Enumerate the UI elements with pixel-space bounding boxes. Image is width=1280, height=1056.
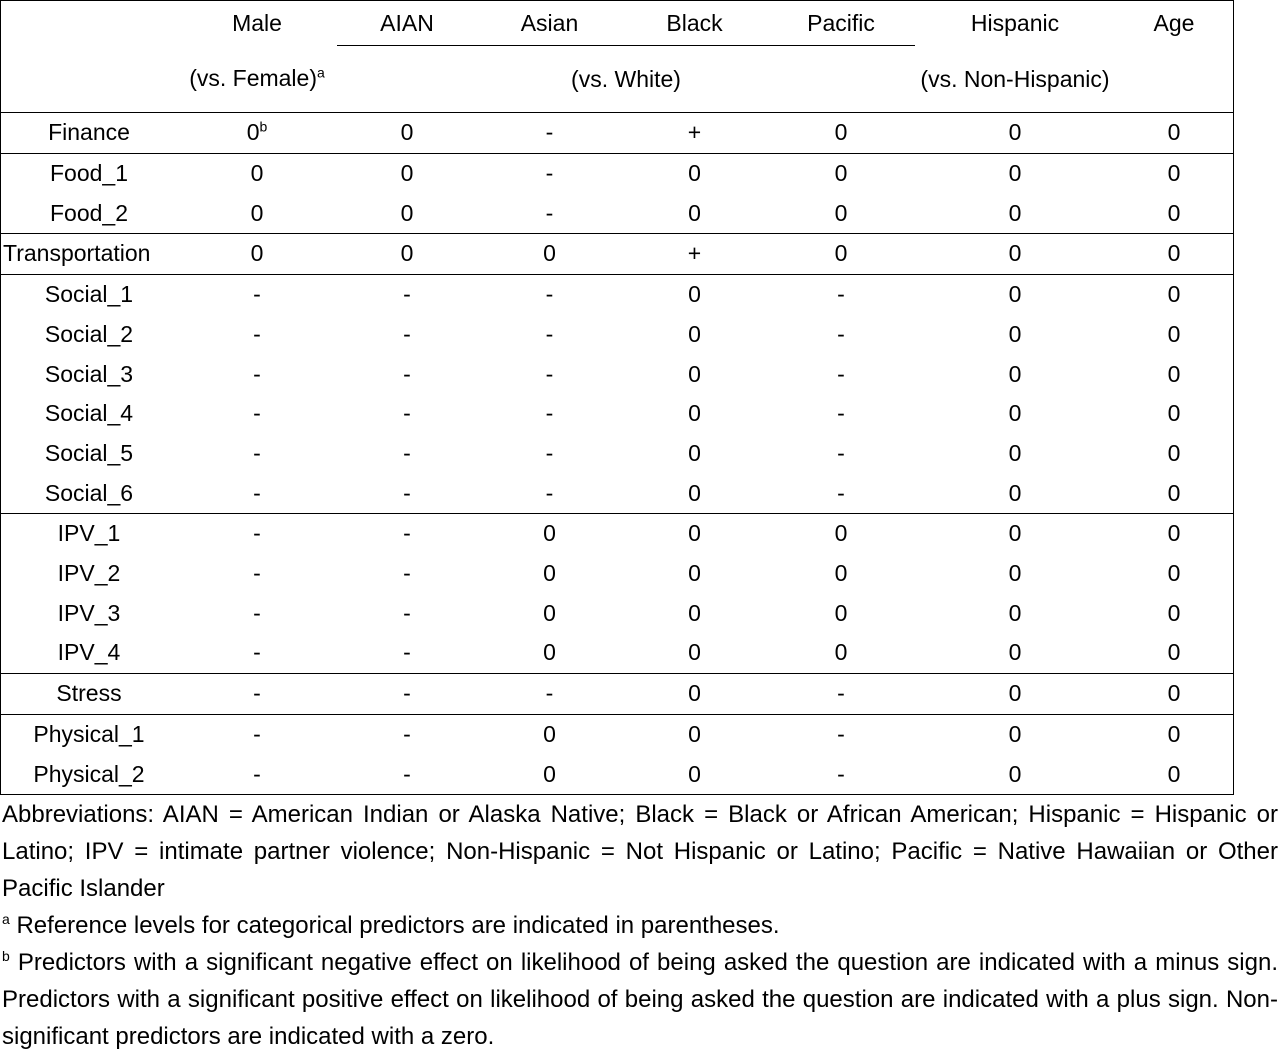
header-black: Black <box>622 1 767 46</box>
cell-asian: 0 <box>543 520 556 547</box>
cell-black: 0 <box>688 320 701 347</box>
cell-male: 0 <box>250 240 264 267</box>
footnote-b-mark: b <box>2 948 10 964</box>
cell-pacific: - <box>837 479 845 506</box>
table-footnotes <box>2 796 1278 1055</box>
table-row <box>1 434 1233 474</box>
cell-hispanic: 0 <box>1008 599 1022 626</box>
cell-male: 0 <box>250 199 264 226</box>
cell-asian: - <box>545 281 554 308</box>
table-row <box>1 315 1233 355</box>
cell-aian: - <box>403 360 411 387</box>
cell-pacific: 0 <box>834 560 848 587</box>
cell-male: - <box>253 439 261 466</box>
cell-age: 0 <box>1167 199 1181 226</box>
cell-male: - <box>253 639 261 666</box>
row-label: Social_3 <box>44 360 134 387</box>
cell-aian: - <box>403 760 411 787</box>
cell-male: - <box>253 281 261 308</box>
cell-hispanic: 0 <box>1008 320 1022 347</box>
cell-pacific: - <box>837 720 845 747</box>
footnote-a <box>2 907 1278 944</box>
cell-aian: 0 <box>400 160 414 187</box>
row-label: Social_2 <box>44 320 134 347</box>
cell-age: 0 <box>1167 479 1181 506</box>
cell-aian: 0 <box>400 240 414 267</box>
cell-black: 0 <box>688 439 701 466</box>
cell-asian: 0 <box>543 720 556 747</box>
table-row <box>1 633 1233 673</box>
cell-male: - <box>253 560 261 587</box>
cell-hispanic: 0 <box>1008 199 1022 226</box>
cell-asian: 0 <box>543 760 556 787</box>
cell-hispanic: 0 <box>1008 639 1022 666</box>
header-age: Age <box>1153 9 1195 36</box>
cell-pacific: 0 <box>834 639 848 666</box>
cell-aian: - <box>403 439 411 466</box>
table-row <box>1 354 1233 394</box>
cell-black: 0 <box>688 599 701 626</box>
row-label: Social_5 <box>44 439 134 466</box>
cell-pacific: - <box>837 680 845 707</box>
cell-male: - <box>253 720 261 747</box>
cell-aian: - <box>403 599 411 626</box>
cell-pacific: - <box>837 439 845 466</box>
cell-age: 0 <box>1167 439 1181 466</box>
row-label: IPV_1 <box>57 520 121 547</box>
table-row <box>1 754 1233 794</box>
header-aian: AIAN <box>337 1 477 46</box>
cell-hispanic: 0 <box>1008 240 1022 267</box>
cell-black: 0 <box>688 400 701 427</box>
cell-black: 0 <box>688 199 701 226</box>
cell-aian: - <box>403 520 411 547</box>
cell-black: 0 <box>688 680 701 707</box>
header-corner <box>1 1 177 46</box>
cell-age: 0 <box>1167 119 1181 146</box>
cell-age: 0 <box>1167 760 1181 787</box>
footnote-b <box>2 944 1278 1055</box>
cell-aian: - <box>403 560 411 587</box>
row-label: Physical_2 <box>33 760 145 787</box>
results-table <box>1 1 1233 794</box>
row-label: IPV_4 <box>57 639 121 666</box>
cell-age: 0 <box>1167 400 1181 427</box>
cell-age: 0 <box>1167 680 1181 707</box>
header-male: Male <box>232 9 282 36</box>
table-row <box>1 274 1233 314</box>
cell-black: 0 <box>688 160 701 187</box>
row-label: Food_2 <box>49 199 128 226</box>
cell-male <box>177 113 337 154</box>
header-hispanic: Hispanic <box>970 9 1060 36</box>
cell-male: - <box>253 520 261 547</box>
cell-aian: - <box>403 400 411 427</box>
cell-black: 0 <box>688 560 701 587</box>
footnote-a-mark: a <box>2 911 10 927</box>
footnote-b-text: Predictors with a significant negative effect on likelihood of being asked the question are indicated with a minus sign. Predictors with a significant positive effect on likelihood of being asked the question are indicated with a plus sign. Non-significant predictors are indicated with a zero. <box>2 949 1278 1050</box>
cell-age: 0 <box>1167 599 1181 626</box>
cell-asian: 0 <box>543 599 556 626</box>
row-label: Finance <box>48 119 130 146</box>
cell-asian: - <box>545 479 554 506</box>
abbreviations-note: Abbreviations: AIAN = American Indian or Alaska Native; Black = Black or African American; Hispanic = Hispanic or Latino; IPV = intimate partner violence; Non-Hispanic = Not Hispanic or Latino; Pacific = Native Hawaiian or Other Pacific Islander <box>2 801 1278 902</box>
header-age-reference <box>1115 46 1233 113</box>
cell-age: 0 <box>1167 360 1181 387</box>
header-pacific: Pacific <box>767 1 915 46</box>
header-row-1 <box>1 1 1233 46</box>
row-label: IPV_2 <box>57 560 121 587</box>
cell-pacific: - <box>837 360 845 387</box>
cell-pacific: - <box>837 281 845 308</box>
cell-footnote-mark: b <box>259 118 268 135</box>
cell-male: - <box>253 479 261 506</box>
cell-age: 0 <box>1167 281 1181 308</box>
table-row <box>1 714 1233 754</box>
cell-asian: - <box>545 360 554 387</box>
cell-male: - <box>253 320 261 347</box>
cell-hispanic: 0 <box>1008 680 1022 707</box>
table-body <box>1 113 1233 795</box>
cell-asian: 0 <box>543 240 556 267</box>
cell-hispanic: 0 <box>1008 119 1022 146</box>
cell-hispanic: 0 <box>1008 560 1022 587</box>
row-label: Social_6 <box>44 479 134 506</box>
cell-hispanic: 0 <box>1008 360 1022 387</box>
cell-age: 0 <box>1167 320 1181 347</box>
row-label: Social_4 <box>44 400 134 427</box>
cell-asian: - <box>545 400 554 427</box>
cell-hispanic: 0 <box>1008 520 1022 547</box>
male-reference-text: (vs. Female) <box>189 65 317 92</box>
table-row <box>1 473 1233 513</box>
cell-age: 0 <box>1167 240 1181 267</box>
cell-asian: - <box>545 119 554 146</box>
cell-asian: - <box>545 320 554 347</box>
cell-pacific: 0 <box>834 599 848 626</box>
cell-male: - <box>253 680 261 707</box>
male-reference-footnote-mark: a <box>317 64 325 81</box>
cell-asian: - <box>545 680 554 707</box>
cell-pacific: 0 <box>834 240 848 267</box>
cell-male: - <box>253 599 261 626</box>
table-row <box>1 673 1233 714</box>
cell-male: - <box>253 760 261 787</box>
header-corner-2 <box>1 46 177 113</box>
cell-black: 0 <box>688 639 701 666</box>
cell-age: 0 <box>1167 160 1181 187</box>
cell-aian: - <box>403 320 411 347</box>
cell-asian: - <box>545 439 554 466</box>
cell-black: 0 <box>688 479 701 506</box>
cell-asian: - <box>545 199 554 226</box>
cell-age: 0 <box>1167 639 1181 666</box>
cell-black: 0 <box>688 760 701 787</box>
cell-hispanic: 0 <box>1008 281 1022 308</box>
cell-aian: 0 <box>400 199 414 226</box>
cell-hispanic: 0 <box>1008 479 1022 506</box>
table-row <box>1 593 1233 633</box>
header-hispanic-reference: (vs. Non-Hispanic) <box>920 65 1110 92</box>
cell-aian: - <box>403 720 411 747</box>
cell-pacific: 0 <box>834 119 848 146</box>
header-asian: Asian <box>477 1 622 46</box>
row-label: Transportation <box>3 240 151 267</box>
table-row <box>1 193 1233 233</box>
cell-hispanic: 0 <box>1008 400 1022 427</box>
cell-male: - <box>253 360 261 387</box>
cell-pacific: - <box>837 760 845 787</box>
row-label: Food_1 <box>49 160 128 187</box>
cell-hispanic: 0 <box>1008 760 1022 787</box>
cell-hispanic: 0 <box>1008 720 1022 747</box>
cell-male: 0 <box>250 160 264 187</box>
row-label: Social_1 <box>44 281 134 308</box>
cell-age: 0 <box>1167 520 1181 547</box>
cell-hispanic: 0 <box>1008 160 1022 187</box>
cell-aian: - <box>403 479 411 506</box>
table-row <box>1 234 1233 275</box>
cell-pacific: - <box>837 400 845 427</box>
cell-black: 0 <box>688 281 701 308</box>
table-row <box>1 514 1233 554</box>
cell-black: 0 <box>688 360 701 387</box>
table-row <box>1 153 1233 193</box>
cell-pacific: - <box>837 320 845 347</box>
cell-aian: - <box>403 639 411 666</box>
row-label: Stress <box>56 680 122 707</box>
cell-pacific: 0 <box>834 199 848 226</box>
cell-value: 0 <box>246 119 260 146</box>
table-row <box>1 394 1233 434</box>
cell-pacific: 0 <box>834 520 848 547</box>
cell-black: + <box>687 119 702 146</box>
row-label: IPV_3 <box>57 599 121 626</box>
cell-age: 0 <box>1167 560 1181 587</box>
cell-asian: - <box>545 160 554 187</box>
footnote-a-text: Reference levels for categorical predictors are indicated in parentheses. <box>16 912 780 939</box>
cell-black: 0 <box>688 720 701 747</box>
cell-aian: 0 <box>400 119 414 146</box>
cell-black: + <box>687 240 702 267</box>
row-label: Physical_1 <box>33 720 145 747</box>
cell-black: 0 <box>688 520 701 547</box>
cell-asian: 0 <box>543 560 556 587</box>
cell-pacific: 0 <box>834 160 848 187</box>
cell-age: 0 <box>1167 720 1181 747</box>
header-race-reference: (vs. White) <box>571 65 681 92</box>
table-row <box>1 113 1233 154</box>
cell-male: - <box>253 400 261 427</box>
cell-aian: - <box>403 680 411 707</box>
cell-hispanic: 0 <box>1008 439 1022 466</box>
cell-asian: 0 <box>543 639 556 666</box>
table-row <box>1 554 1233 594</box>
cell-aian: - <box>403 281 411 308</box>
header-male-reference <box>177 46 337 113</box>
header-row-2 <box>1 46 1233 113</box>
